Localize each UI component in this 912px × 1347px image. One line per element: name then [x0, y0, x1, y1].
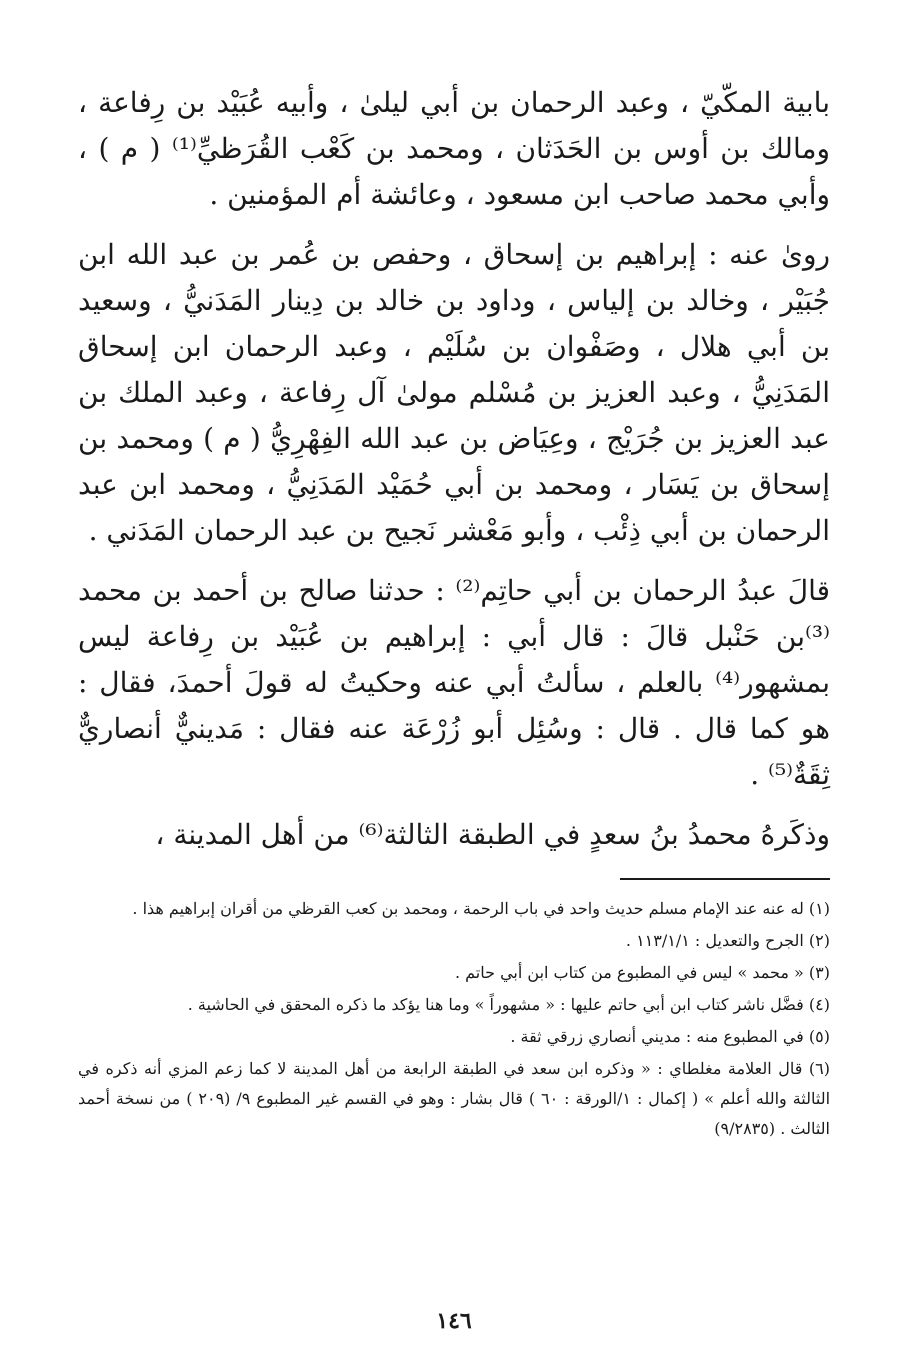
paragraph-narrators: روىٰ عنه : إبراهيم بن إسحاق ، وحفص بن عُمر بن عبد الله ابن جُبَيْر ، وخالد بن إلياس ، وداود بن خالد بن دِينار المَدَنيُّ ، وسعيد بن أبي هلال ، وصَفْوان بن سُلَيْم ، وعبد الرحمان ابن إسحاق المَدَنِيُّ ، وعبد العزيز بن مُسْلم مولىٰ آل رِفاعة ، وعبد الملك بن عبد العزيز بن جُرَيْج ، وعِيَاض بن عبد الله الفِهْرِيُّ ( م ) ومحمد بن إسحاق بن يَسَار ، ومحمد بن أبي حُمَيْد المَدَنِيُّ ، ومحمد ابن عبد الرحمان بن أبي ذِئْب ، وأبو مَعْشر نَجيح بن عبد الرحمان المَدَني . — [78, 238, 830, 547]
page-number: ١٤٦ — [436, 1308, 472, 1334]
paragraph-ibn-saad: وذكَرهُ محمدُ بنُ سعدٍ في الطبقة الثالثة⁽⁶⁾ من أهل المدينة ، — [155, 818, 830, 851]
paragraph-ibn-abi-hatim: قالَ عبدُ الرحمان بن أبي حاتِم⁽²⁾ : حدثنا صالح بن أحمد بن محمد ⁽³⁾بن حَنْبل قالَ : قال أبي : إبراهيم بن عُبَيْد بن رِفاعة ليس بمشهور⁽⁴⁾ بالعلم ، سألتُ أبي عنه وحكيتُ له قولَ أحمدَ، فقال : هو كما قال . قال : وسُئِل أبو زُرْعَة عنه فقال : مَدينيٌّ أنصاريٌّ ثِقَةٌ⁽⁵⁾ . — [78, 574, 830, 791]
footnote-6: (٦) قال العلامة مغلطاي : « وذكره ابن سعد في الطبقة الرابعة من أهل المدينة لا كما زعم المزي أنه ذكره في الثالثة والله أعلم » ( إكمال : ١/الورقة : ٦٠ ) قال بشار : وهو في القسم غير المطبوع ٩/ (٢٠٩ ) من نسخة أحمد الثالث . (٩/٢٨٣٥) — [78, 1059, 831, 1138]
footnotes — [78, 894, 830, 1144]
footnote-4: (٤) فضَّل ناشر كتاب ابن أبي حاتم عليها : « مشهوراً » وما هنا يؤكد ما ذكره المحقق في الحاشية . — [187, 995, 830, 1014]
footnote-2: (٢) الجرح والتعديل : ١١٣/١/١ . — [625, 931, 830, 950]
paragraph-teachers: بابية المكّيّ ، وعبد الرحمان بن أبي ليلىٰ ، وأبيه عُبَيْد بن رِفاعة ، ومالك بن أوس بن الحَدَثان ، ومحمد بن كَعْب القُرَظيِّ⁽¹⁾ ( م ) ، وأبي محمد صاحب ابن مسعود ، وعائشة أم المؤمنين . — [78, 86, 831, 211]
footnote-3: (٣) « محمد » ليس في المطبوع من كتاب ابن أبي حاتم . — [454, 963, 830, 982]
footnote-separator — [620, 878, 830, 880]
page — [78, 80, 831, 1334]
main-text — [78, 80, 830, 858]
footnote-5: (٥) في المطبوع منه : مديني أنصاري زرقي ثقة . — [510, 1027, 830, 1046]
footnote-1: (١) له عنه عند الإمام مسلم حديث واحد في باب الرحمة ، ومحمد بن كعب القرظي من أقران إبراهيم هذا . — [132, 899, 830, 918]
